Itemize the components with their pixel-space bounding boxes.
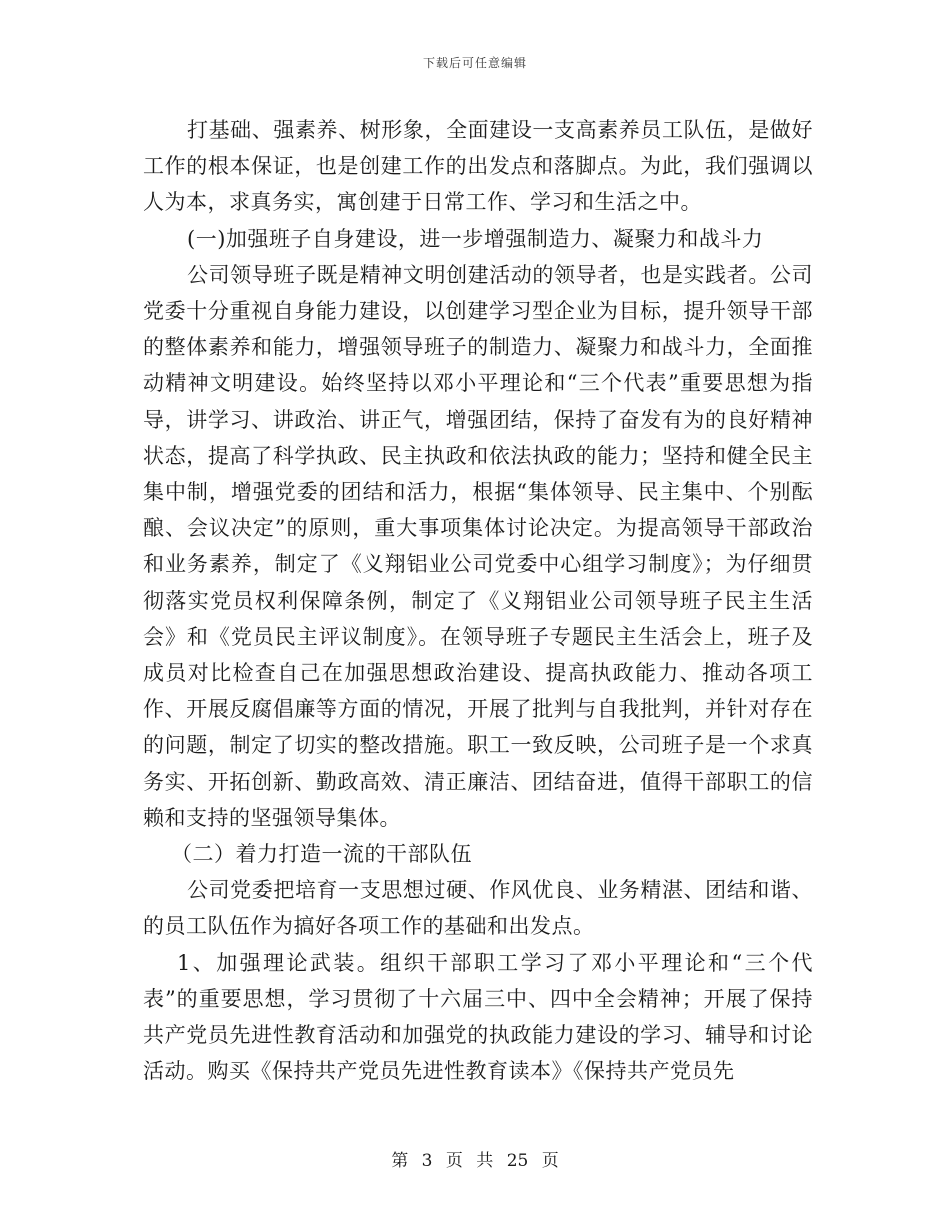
paragraph-intro: 打基础、强素养、树形象，全面建设一支高素养员工队伍，是做好工作的根本保证，也是创建工作的出发点和落脚点。为此，我们强调以人为本，求真务实，寓创建于日常工作、学习和生活之中。 — [143, 118, 813, 215]
footer-label-total: 共 — [476, 1151, 494, 1171]
page-header: 下载后可任意编辑 — [422, 56, 527, 70]
footer-label-unit2: 页 — [541, 1151, 559, 1171]
page-footer — [0, 1146, 950, 1171]
document-body — [143, 112, 813, 1089]
paragraph-team: 公司党委把培育一支思想过硬、作风优良、业务精湛、团结和谐、的员工队伍作为搞好各项工作的基础和出发点。 — [143, 878, 813, 939]
footer-label-page: 第 — [391, 1151, 409, 1171]
section-heading-2: （二）着力打造一流的干部队伍 — [171, 842, 472, 867]
footer-current-page: 3 — [421, 1151, 433, 1171]
section-heading-1: (一)加强班子自身建设，进一步增强制造力、凝聚力和战斗力 — [187, 226, 764, 251]
paragraph-theory: 1、加强理论武装。组织干部职工学习了邓小平理论和“三个代表”的重要思想，学习贯彻了十六届三中、四中全会精神；开展了保持共产党员先进性教育活动和加强党的执政能力建设的学习、辅导和讨论活动。购买《保持共产党员先进性教育读本》《保持共产党员先 — [143, 950, 813, 1084]
paragraph-leadership: 公司领导班子既是精神文明创建活动的领导者，也是实践者。公司党委十分重视自身能力建设，以创建学习型企业为目标，提升领导干部的整体素养和能力，增强领导班子的制造力、凝聚力和战斗力，全面推动精神文明建设。始终坚持以邓小平理论和“三个代表”重要思想为指导，讲学习、讲政治、讲正气，增强团结，保持了奋发有为的良好精神状态，提高了科学执政、民主执政和依法执政的能力；坚持和健全民主集中制，增强党委的团结和活力，根据“集体领导、民主集中、个别酝酿、会议决定”的原则，重大事项集体讨论决定。为提高领导干部政治和业务素养，制定了《义翔铝业公司党委中心组学习制度》；为仔细贯彻落实党员权利保障条例，制定了《义翔铝业公司领导班子民主生活会》和《党员民主评议制度》。在领导班子专题民主生活会上，班子及成员对比检查自己在加强思想政治建设、提高执政能力、推动各项工作、开展反腐倡廉等方面的情况，开展了批判与自我批判，并针对存在的问题，制定了切实的整改措施。职工一致反映，公司班子是一个求真务实、开拓创新、勤政高效、清正廉洁、团结奋进，值得干部职工的信赖和支持的坚强领导集体。 — [143, 262, 813, 830]
footer-label-unit: 页 — [445, 1151, 463, 1171]
footer-total-pages: 25 — [506, 1151, 529, 1171]
